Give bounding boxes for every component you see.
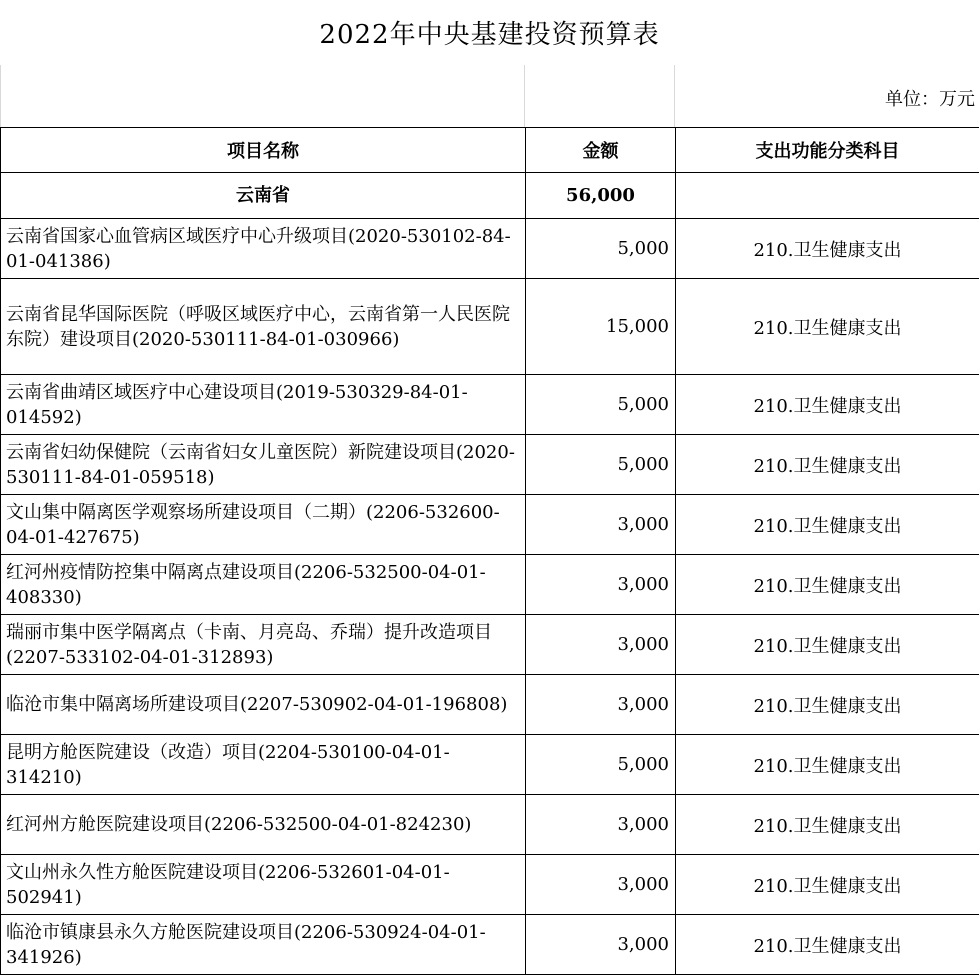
- grid-line: [0, 65, 1, 127]
- project-name-cell: 红河州方舱医院建设项目(2206-532500-04-01-824230): [1, 795, 526, 855]
- project-name-cell: 昆明方舱医院建设（改造）项目(2204-530100-04-01-314210): [1, 735, 526, 795]
- project-amount-cell: 5,000: [526, 219, 676, 279]
- project-category-cell: 210.卫生健康支出: [676, 915, 979, 975]
- table-row: [1, 915, 979, 975]
- project-category-cell: 210.卫生健康支出: [676, 735, 979, 795]
- table-row: [1, 615, 979, 675]
- project-amount-cell: 15,000: [526, 279, 676, 375]
- project-name-cell: 红河州疫情防控集中隔离点建设项目(2206-532500-04-01-408330): [1, 555, 526, 615]
- project-amount-cell: 3,000: [526, 915, 676, 975]
- table-row: [1, 495, 979, 555]
- header-category: 支出功能分类科目: [676, 128, 979, 173]
- table-row: [1, 375, 979, 435]
- header-amount: 金额: [526, 128, 676, 173]
- project-category-cell: 210.卫生健康支出: [676, 555, 979, 615]
- project-category-cell: 210.卫生健康支出: [676, 435, 979, 495]
- province-row: [1, 173, 979, 219]
- project-amount-cell: 5,000: [526, 375, 676, 435]
- table-row: [1, 735, 979, 795]
- sheet-title: 2022年中央基建投资预算表: [0, 0, 979, 65]
- project-amount-cell: 3,000: [526, 495, 676, 555]
- header-row: [1, 128, 979, 173]
- project-name-cell: 云南省国家心血管病区域医疗中心升级项目(2020-530102-84-01-041386): [1, 219, 526, 279]
- project-amount-cell: 3,000: [526, 795, 676, 855]
- table-row: [1, 555, 979, 615]
- project-name-cell: 文山集中隔离医学观察场所建设项目（二期）(2206-532600-04-01-427675): [1, 495, 526, 555]
- table-row: [1, 435, 979, 495]
- project-name-cell: 临沧市镇康县永久方舱医院建设项目(2206-530924-04-01-341926): [1, 915, 526, 975]
- project-category-cell: 210.卫生健康支出: [676, 219, 979, 279]
- header-name: 项目名称: [1, 128, 526, 173]
- table-row: [1, 219, 979, 279]
- project-category-cell: 210.卫生健康支出: [676, 795, 979, 855]
- table-row: [1, 279, 979, 375]
- project-category-cell: 210.卫生健康支出: [676, 279, 979, 375]
- project-category-cell: 210.卫生健康支出: [676, 615, 979, 675]
- project-name-cell: 文山州永久性方舱医院建设项目(2206-532601-04-01-502941): [1, 855, 526, 915]
- unit-label: 单位：万元: [885, 85, 975, 111]
- project-category-cell: 210.卫生健康支出: [676, 495, 979, 555]
- budget-table-body: [1, 128, 979, 975]
- project-name-cell: 云南省妇幼保健院（云南省妇女儿童医院）新院建设项目(2020-530111-84-01-059518): [1, 435, 526, 495]
- project-amount-cell: 5,000: [526, 435, 676, 495]
- project-amount-cell: 3,000: [526, 615, 676, 675]
- province-amount: 56,000: [526, 173, 676, 219]
- grid-line: [674, 65, 675, 127]
- project-category-cell: 210.卫生健康支出: [676, 375, 979, 435]
- table-row: [1, 675, 979, 735]
- project-name-cell: 云南省曲靖区域医疗中心建设项目(2019-530329-84-01-014592): [1, 375, 526, 435]
- unit-row: [0, 65, 979, 127]
- province-name: 云南省: [1, 173, 526, 219]
- province-category: [676, 173, 979, 219]
- project-name-cell: 临沧市集中隔离场所建设项目(2207-530902-04-01-196808): [1, 675, 526, 735]
- project-name-cell: 瑞丽市集中医学隔离点（卡南、月亮岛、乔瑞）提升改造项目(2207-533102-04-01-312893): [1, 615, 526, 675]
- project-amount-cell: 3,000: [526, 855, 676, 915]
- table-row: [1, 855, 979, 915]
- project-category-cell: 210.卫生健康支出: [676, 675, 979, 735]
- project-amount-cell: 3,000: [526, 555, 676, 615]
- project-name-cell: 云南省昆华国际医院（呼吸区域医疗中心，云南省第一人民医院东院）建设项目(2020-530111-84-01-030966): [1, 279, 526, 375]
- project-amount-cell: 3,000: [526, 675, 676, 735]
- budget-table: [0, 127, 979, 975]
- project-amount-cell: 5,000: [526, 735, 676, 795]
- table-row: [1, 795, 979, 855]
- project-category-cell: 210.卫生健康支出: [676, 855, 979, 915]
- grid-line: [524, 65, 525, 127]
